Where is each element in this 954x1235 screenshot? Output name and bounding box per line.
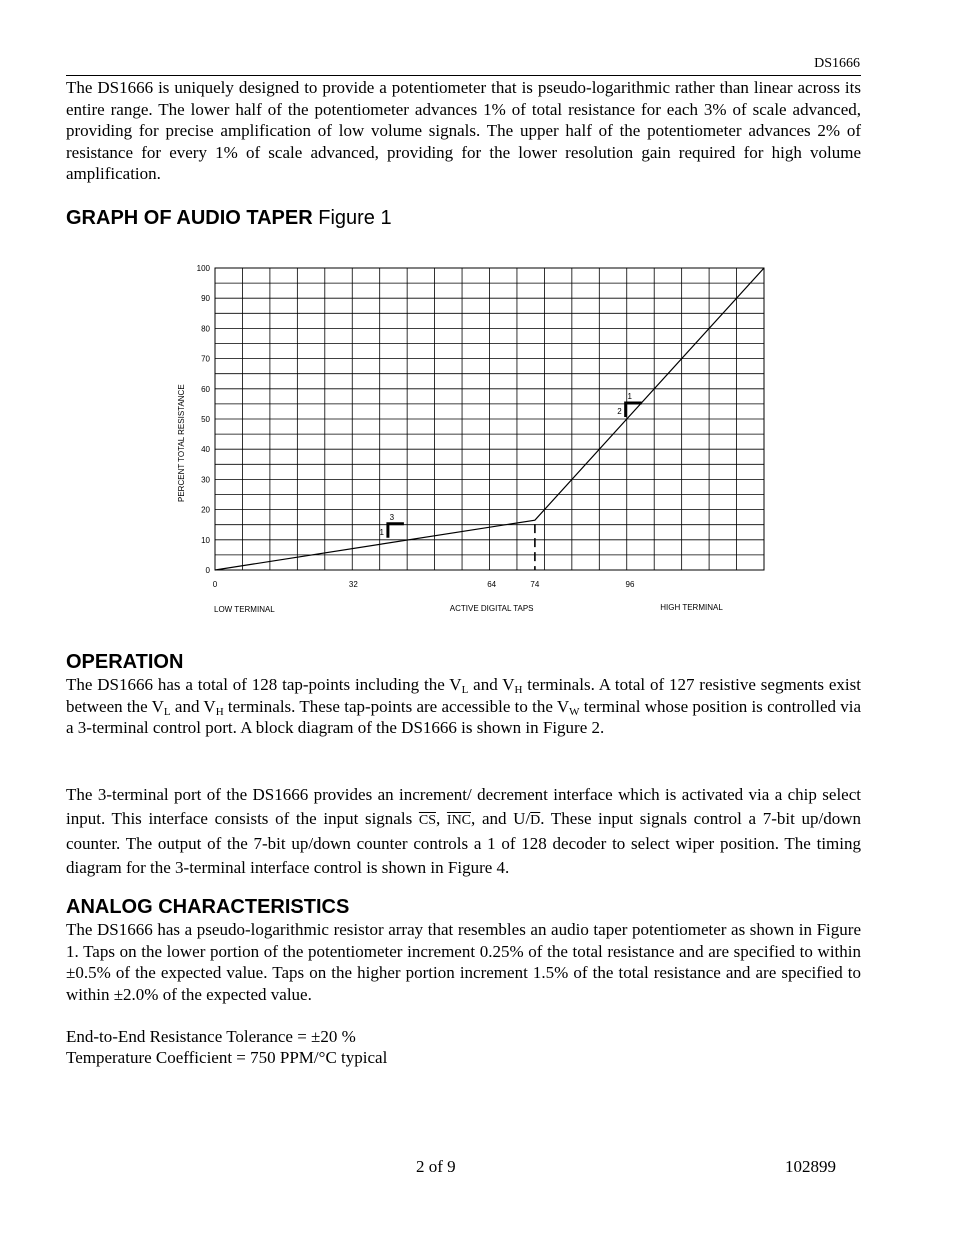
high-terminal-label: HIGH TERMINAL — [660, 603, 723, 612]
op1-sub-vl-2: L — [163, 705, 171, 718]
y-tick-label: 20 — [201, 505, 210, 515]
slope-annotations — [379, 392, 641, 538]
op1-sub-vl: L — [461, 684, 469, 696]
y-tick-label: 30 — [201, 475, 210, 485]
d-signal: $\overline{D}$ — [530, 812, 541, 828]
header-doc-code: DS1666 — [814, 56, 860, 71]
x-axis-label: ACTIVE DIGITAL TAPS — [449, 604, 534, 613]
page-number: 2 of 9 — [416, 1157, 456, 1176]
y-tick-label: 10 — [201, 535, 210, 545]
y-tick-label: 40 — [201, 445, 210, 455]
chart-grid — [215, 268, 764, 570]
slope-label: 1 — [379, 527, 384, 537]
operation-heading: OPERATION — [66, 651, 184, 673]
audio-taper-chart-svg — [170, 255, 790, 625]
op2-text-a: The 3-terminal port of the DS1666 provides an increment/ decrement interface which is activated via a chip select input. This interface consists of the input signals — [66, 785, 861, 828]
op1-text-c: terminals. A total of 127 resistive segments exist between the V — [66, 675, 861, 716]
temperature-coefficient: Temperature Coefficient = 750 PPM/°C typical — [66, 1048, 388, 1067]
slope-label: 3 — [389, 512, 395, 522]
y-tick-label: 70 — [201, 354, 210, 364]
op1-text-d: and V — [170, 696, 216, 716]
slope-marker — [388, 524, 404, 538]
op1-sub-vh-2: H — [215, 705, 224, 718]
operation-paragraph-2 — [66, 783, 861, 879]
y-tick-label: 0 — [205, 566, 210, 575]
doc-number: 102899 — [785, 1157, 836, 1176]
y-tick-label: 80 — [201, 324, 210, 334]
y-axis-label: PERCENT TOTAL RESISTANCE — [177, 384, 186, 502]
y-tick-label: 60 — [201, 384, 210, 394]
slope-label: 1 — [627, 392, 632, 401]
header-rule — [66, 75, 861, 76]
audio-taper-chart — [170, 255, 790, 625]
y-tick-labels — [197, 264, 211, 575]
low-terminal-label: LOW TERMINAL — [214, 605, 275, 614]
y-tick-label: 50 — [201, 415, 210, 424]
op1-text-e: terminals. These tap-points are accessible to the V — [223, 696, 570, 716]
x-tick-label: 64 — [487, 580, 497, 589]
op1-sub-vh: H — [514, 684, 523, 696]
x-tick-label: 74 — [530, 580, 540, 589]
x-tick-labels — [213, 580, 635, 589]
resistance-tolerance: End-to-End Resistance Tolerance = ±20 % — [66, 1027, 356, 1046]
op2-text-e: . These input signals control a 7-bit up/down counter. The output of the 7-bit up/down counter controls a 1 of 128 decoder to select wiper position. The timing diagram for the 3-terminal interface control is shown in Figure 4. — [66, 808, 861, 877]
x-tick-label: 32 — [348, 580, 358, 589]
inc-signal: $\overline{INC}$ — [446, 812, 472, 828]
op1-sub-vw: W — [569, 705, 580, 718]
graph-heading-text: GRAPH OF AUDIO TAPER — [66, 207, 313, 229]
slope-label: 2 — [617, 407, 622, 416]
operation-paragraph-1 — [66, 674, 861, 739]
op1-text-b: and V — [468, 675, 515, 694]
analog-paragraph: The DS1666 has a pseudo-logarithmic resistor array that resembles an audio taper potentiometer as shown in Figure 1. Taps on the lower portion of the potentiometer increment 0.25% of the total resistance and are specified to within ±0.5% of the expected value. Taps on the higher portion increment 1.5% of the total resistance and are specified to within ±2.0% of the expected value. — [66, 920, 861, 1004]
op1-text-f: terminal whose position is controlled via a 3-terminal control port. A block diagram of the DS1666 is shown in Figure 2. — [66, 696, 862, 737]
x-tick-label: 96 — [625, 580, 635, 589]
figure-label: Figure 1 — [318, 207, 392, 229]
op1-text-a: The DS1666 has a total of 128 tap-points including the V — [66, 675, 462, 694]
op2-text-b: , — [435, 808, 447, 828]
analog-heading: ANALOG CHARACTERISTICS — [66, 896, 350, 918]
intro-paragraph: The DS1666 is uniquely designed to provide a potentiometer that is pseudo-logarithmic rather than linear across its entire range. The lower half of the potentiometer advances 1% of total resistance for each 3% of scale advanced, providing for precise amplification of low volume signals. The upper half of the potentiometer advances 2% of resistance for every 1% of scale advanced, providing for the lower resolution gain required for high volume amplification. — [66, 78, 861, 183]
y-tick-label: 100 — [196, 264, 210, 273]
graph-heading — [66, 206, 392, 230]
y-tick-label: 90 — [201, 294, 210, 304]
cs-signal: $\overline{CS}$ — [418, 812, 436, 828]
op2-text-c: , and U/ — [471, 808, 531, 828]
x-tick-label: 0 — [212, 580, 218, 589]
